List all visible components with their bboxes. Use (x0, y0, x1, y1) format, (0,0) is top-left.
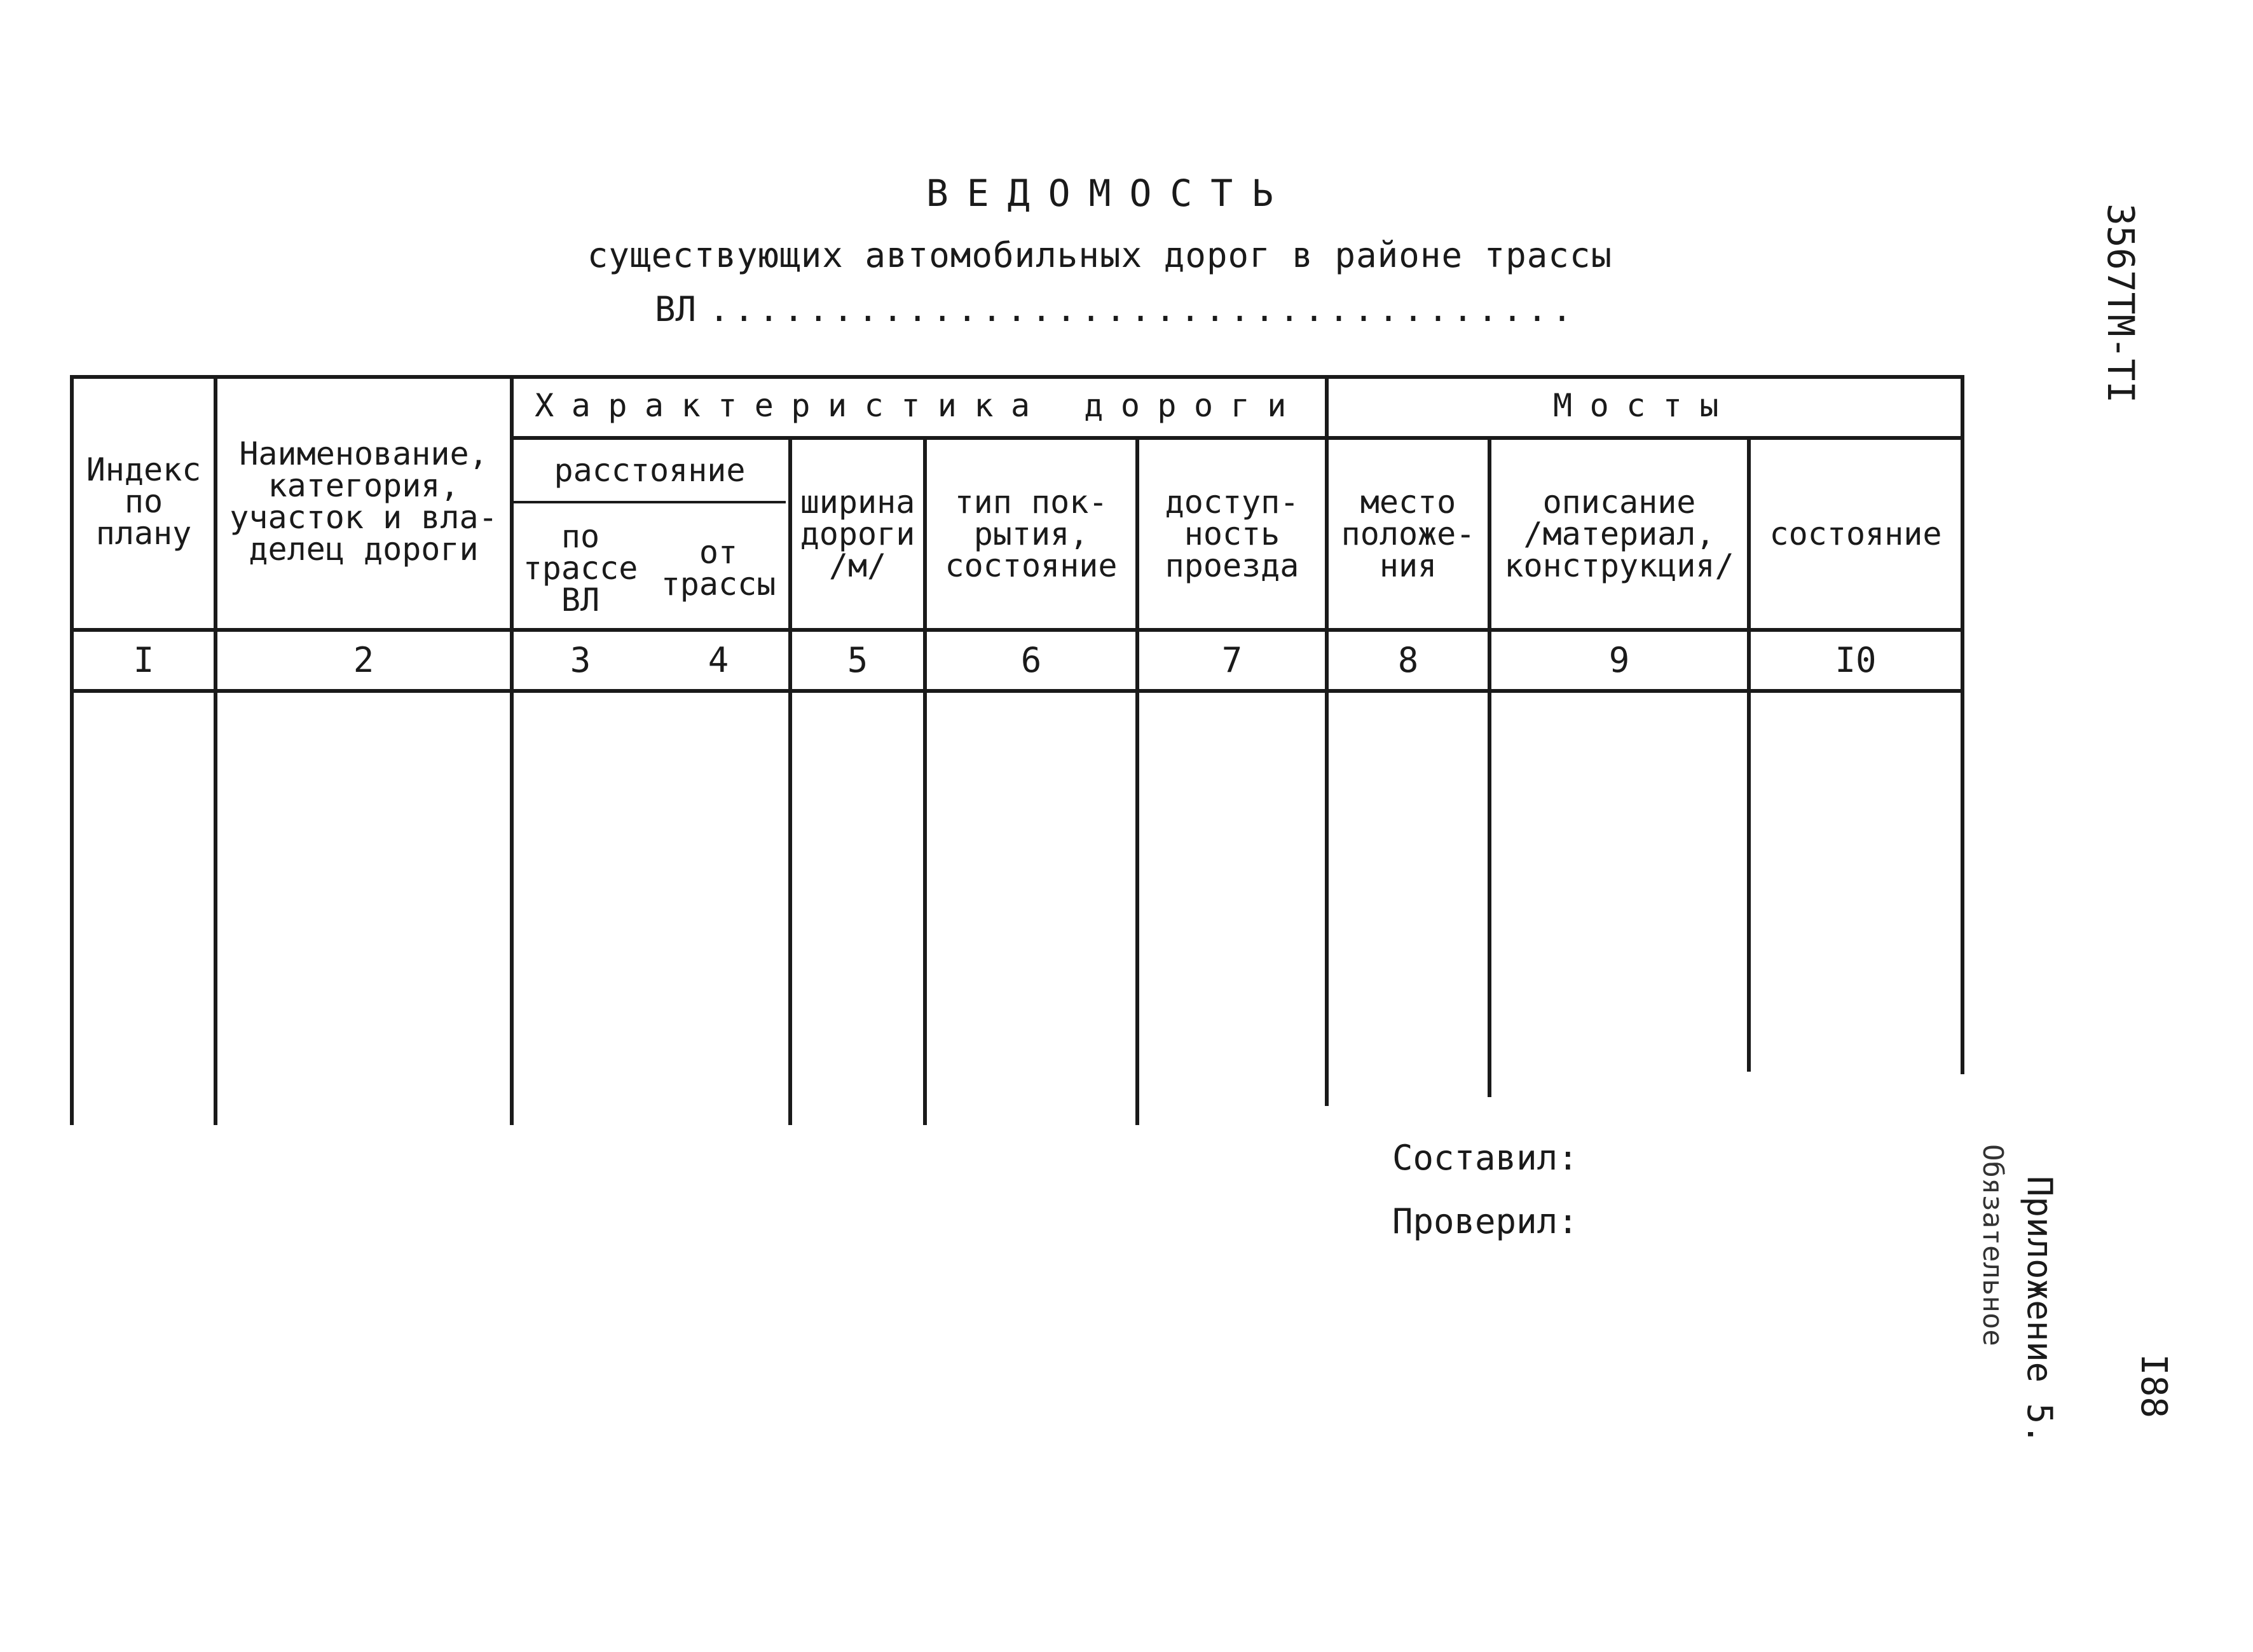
column-number: 3 (570, 640, 591, 680)
column-number: I0 (1835, 640, 1877, 680)
header-width: ширина дороги /м/ (800, 484, 915, 584)
column-number: I (133, 640, 154, 680)
group-header-bridges: Мосты (1552, 387, 1736, 424)
document-title: ВЕДОМОСТЬ (926, 172, 1292, 215)
header-from-route: от трассы (661, 534, 776, 603)
header-surface: тип пок- рытия, состояние (945, 484, 1118, 584)
checked-by-label: Проверил: (1392, 1201, 1578, 1241)
header-distance: расстояние (554, 452, 746, 489)
appendix-label: Приложение 5. (2020, 1176, 2060, 1445)
header-location: место положе- ния (1341, 484, 1476, 584)
header-along-route: по трассе ВЛ (523, 518, 638, 618)
compiled-by-label: Составил: (1392, 1138, 1578, 1178)
header-condition: состояние (1769, 515, 1942, 552)
column-number: 5 (847, 640, 868, 680)
column-number: 4 (708, 640, 729, 680)
document-subtitle: существующих автомобильных дорог в районе трассы (587, 235, 1613, 275)
subtitle-prefix: ВЛ (655, 289, 697, 329)
group-header-road: Характеристика дороги (535, 387, 1304, 424)
table-right-border (1961, 375, 1964, 1074)
column-number: 8 (1397, 640, 1419, 680)
appendix-type-label: Обязательное (1976, 1144, 2009, 1346)
header-access: доступ- ность проезда (1165, 484, 1299, 584)
column-number: 2 (353, 640, 374, 680)
subtitle-dots: ................................... (709, 289, 1577, 329)
column-number: 9 (1608, 640, 1630, 680)
document-subtitle-line (655, 289, 1577, 329)
numbers-bottom-line (70, 689, 1964, 693)
column-number: 7 (1221, 640, 1243, 680)
header-description: описание /материал, конструкция/ (1504, 484, 1734, 584)
header-index: Индекс по плану (86, 451, 202, 552)
header-name: Наименование, категория, участок и вла- делец дороги (229, 435, 498, 568)
page-number: I88 (2133, 1354, 2174, 1419)
column-number: 6 (1020, 640, 1042, 680)
document-code: 3567ТМ-ТI (2099, 203, 2142, 404)
roads-table (70, 375, 1964, 1125)
distance-divider-line (512, 501, 786, 503)
